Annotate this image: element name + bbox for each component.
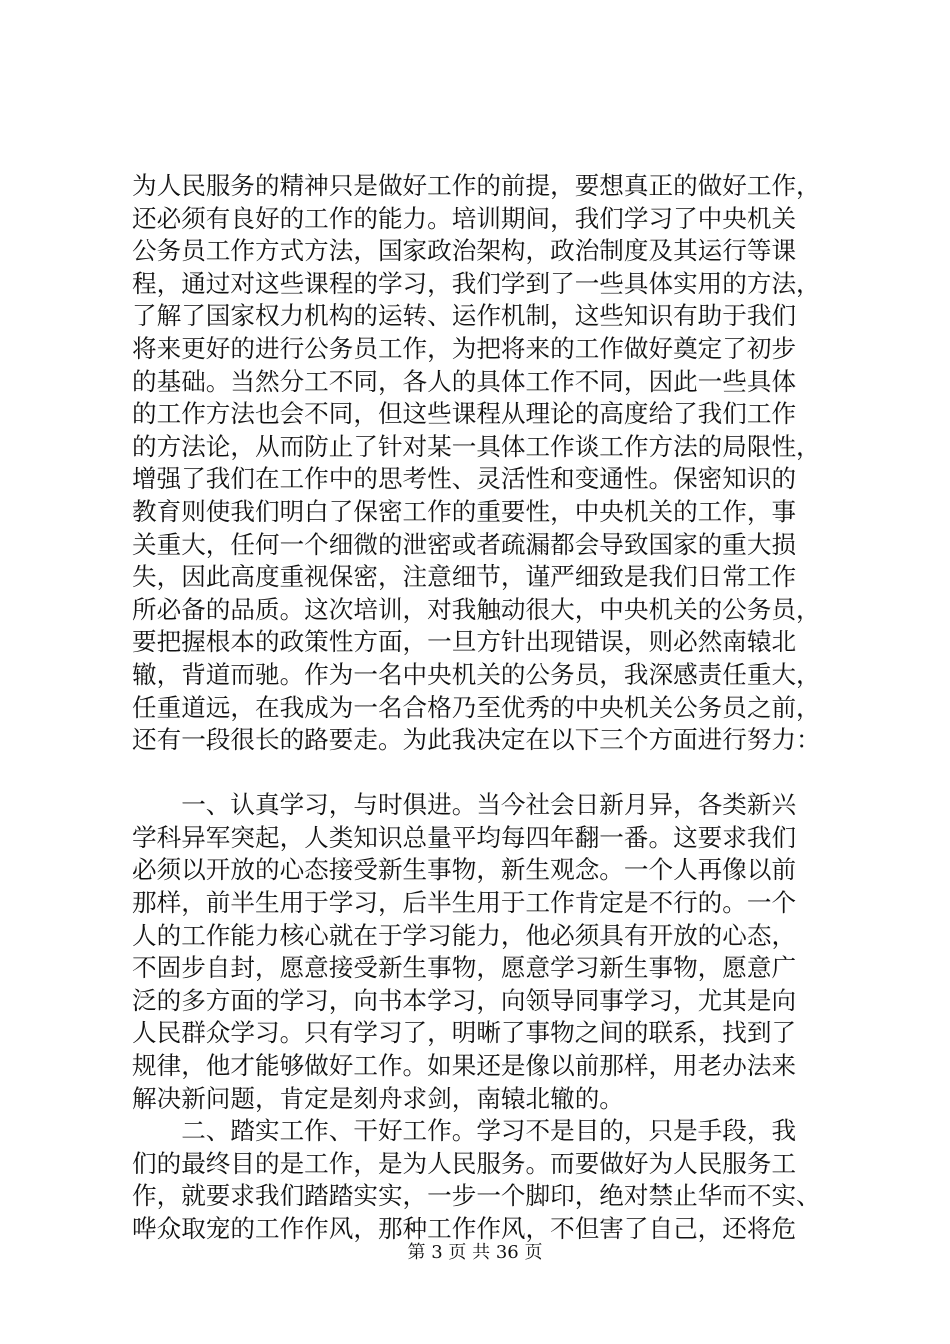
text-line: 不固步自封，愿意接受新生事物，愿意学习新生事物，愿意广 [132,953,797,983]
text-line: 一、认真学习，与时俱进。当今社会日新月异，各类新兴 [132,790,797,820]
text-line: 人的工作能力核心就在于学习能力，他必须具有开放的心态， [132,920,797,950]
text-line: 公务员工作方式方法，国家政治架构，政治制度及其运行等课 [132,236,797,266]
text-line: 的方法论，从而防止了针对某一具体工作谈工作方法的局限性， [132,431,821,461]
text-line: 的基础。当然分工不同，各人的具体工作不同，因此一些具体 [132,366,797,396]
text-line: 的工作方法也会不同，但这些课程从理论的高度给了我们工作 [132,399,797,429]
text-line: 辙，背道而驰。作为一名中央机关的公务员，我深感责任重大， [132,659,821,689]
paragraph-1 [132,170,832,757]
paragraph-2 [132,789,832,1115]
text-line: 所必备的品质。这次培训，对我触动很大，中央机关的公务员， [132,594,821,624]
text-line: 学科异军突起，人类知识总量平均每四年翻一番。这要求我们 [132,822,797,852]
paragraph-spacer [132,757,832,790]
text-line: 二、踏实工作、干好工作。学习不是目的，只是手段，我 [132,1116,797,1146]
text-line: 了解了国家权力机构的运转、运作机制，这些知识有助于我们 [132,301,797,331]
text-line: 要把握根本的政策性方面，一旦方针出现错误，则必然南辕北 [132,627,797,657]
text-line: 为人民服务的精神只是做好工作的前提，要想真正的做好工作， [132,171,821,200]
paragraph-3 [132,1115,832,1245]
text-line: 还必须有良好的工作的能力。培训期间，我们学习了中央机关 [132,203,797,233]
text-line: 哗众取宠的工作作风，那种工作作风，不但害了自己，还将危 [132,1214,797,1243]
text-line: 失，因此高度重视保密，注意细节，谨严细致是我们日常工作 [132,562,797,592]
text-line: 程，通过对这些课程的学习，我们学到了一些具体实用的方法， [132,268,821,298]
text-line: 教育则使我们明白了保密工作的重要性，中央机关的工作，事 [132,496,797,526]
text-line: 解决新问题，肯定是刻舟求剑，南辕北辙的。 [132,1083,624,1113]
text-line: 们的最终目的是工作，是为人民服务。而要做好为人民服务工 [132,1148,797,1178]
text-line: 泛的多方面的学习，向书本学习，向领导同事学习，尤其是向 [132,985,797,1015]
text-line: 任重道远，在我成为一名合格乃至优秀的中央机关公务员之前， [132,692,821,722]
page-footer [0,1241,950,1265]
text-line: 规律，他才能够做好工作。如果还是像以前那样，用老办法来 [132,1051,797,1081]
text-line: 那样，前半生用于学习，后半生用于工作肯定是不行的。一个 [132,888,797,918]
text-line: 人民群众学习。只有学习了，明晰了事物之间的联系，找到了 [132,1018,797,1048]
text-line: 关重大，任何一个细微的泄密或者疏漏都会导致国家的重大损 [132,529,797,559]
text-line: 作，就要求我们踏踏实实，一步一个脚印，绝对禁止华而不实、 [132,1181,821,1211]
body-text [132,170,832,1246]
text-line: 还有一段很长的路要走。为此我决定在以下三个方面进行努力： [132,725,821,755]
page-number-indicator: 第 3 页 共 36 页 [407,1242,543,1263]
text-line: 增强了我们在工作中的思考性、灵活性和变通性。保密知识的 [132,464,797,494]
text-line: 将来更好的进行公务员工作，为把将来的工作做好奠定了初步 [132,333,797,363]
text-line: 必须以开放的心态接受新生事物，新生观念。一个人再像以前 [132,855,797,885]
